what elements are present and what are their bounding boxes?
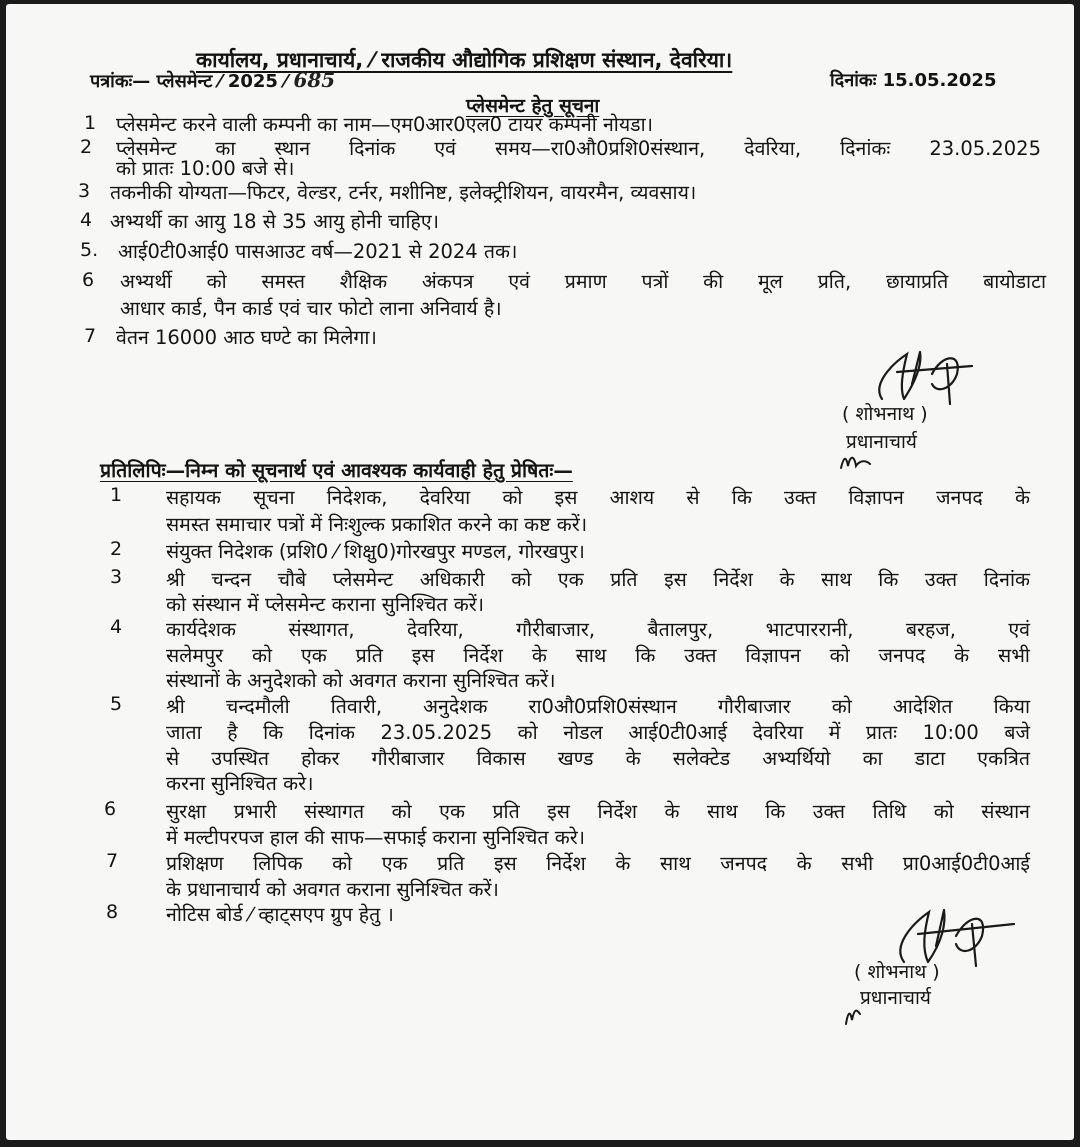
item-text: सुरक्षा प्रभारी संस्थागत को एक प्रति इस निर्देश के साथ कि उक्त तिथि को संस्थान bbox=[166, 800, 1030, 823]
item-number: 4 bbox=[80, 209, 93, 231]
notice-title: प्लेसमेन्ट हेतु सूचना bbox=[466, 95, 600, 117]
item-text: प्लेसमेन्ट का स्थान दिनांक एवं समय—रा0औ0प्रशि0संस्थान, देवरिया, दिनांकः 23.05.2025 bbox=[116, 137, 1041, 160]
item-number: 6 bbox=[82, 269, 95, 291]
reference-number bbox=[90, 68, 335, 93]
item-text: श्री चन्दमौली तिवारी, अनुदेशक रा0औ0प्रशि0संस्थान गौरीबाजार को आदेशित किया bbox=[166, 695, 1030, 718]
signatory-designation: प्रधानाचार्य bbox=[860, 987, 931, 1009]
office-title: कार्यालय, प्रधानाचार्य, ⁄ राजकीय औद्योगिक प्रशिक्षण संस्थान, देवरिया। bbox=[196, 48, 733, 72]
item-text: के प्रधानाचार्य को अवगत कराना सुनिश्चित करें। bbox=[166, 878, 499, 901]
item-text: प्रशिक्षण लिपिक को एक प्रति इस निर्देश के साथ जनपद के सभी प्रा0आई0टी0आई bbox=[166, 852, 1030, 875]
item-text: को प्रातः 10:00 बजे से। bbox=[116, 157, 295, 180]
item-number: 1 bbox=[110, 484, 123, 506]
item-text: को संस्थान में प्लेसमेन्ट कराना सुनिश्चित करें। bbox=[166, 593, 485, 616]
item-text: श्री चन्दन चौबे प्लेसमेन्ट अधिकारी को एक प्रति इस निर्देश के साथ कि उक्त दिनांक bbox=[166, 568, 1030, 591]
item-number: 3 bbox=[110, 566, 123, 588]
item-text: अभ्यर्थी का आयु 18 से 35 आयु होनी चाहिए। bbox=[110, 210, 440, 233]
item-text: करना सुनिश्चित करे। bbox=[166, 772, 314, 795]
item-text: संस्थानों के अनुदेशको को अवगत कराना सुनिश्चित करें। bbox=[166, 669, 556, 692]
item-text: अभ्यर्थी को समस्त शैक्षिक अंकपत्र एवं प्रमाण पत्रों की मूल प्रति, छायाप्रति बायोडाटा bbox=[120, 270, 1046, 293]
item-text: कार्यदेशक संस्थागत, देवरिया, गौरीबाजार, बैतालपुर, भाटपाररानी, बरहज, एवं bbox=[166, 618, 1030, 641]
item-text: तकनीकी योग्यता—फिटर, वेल्डर, टर्नर, मशीनिष्ट, इलेक्ट्रीशियन, वायरमैन, व्यवसाय। bbox=[110, 181, 697, 204]
item-number: 7 bbox=[106, 850, 119, 872]
signatory-name: ( शोभनाथ ) bbox=[842, 403, 928, 425]
item-text: आई0टी0आई0 पासआउट वर्ष—2021 से 2024 तक। bbox=[118, 240, 518, 263]
item-number: 2 bbox=[110, 538, 123, 560]
item-number: 2 bbox=[80, 136, 93, 158]
signature-block bbox=[836, 344, 1016, 474]
item-text: जाता है कि दिनांक 23.05.2025 को नोडल आई0टी0आई देवरिया में प्रातः 10:00 बजे bbox=[166, 721, 1030, 744]
item-text: संयुक्त निदेशक (प्रशि0 ⁄ शिक्षु0)गोरखपुर मण्डल, गोरखपुर। bbox=[166, 540, 585, 563]
item-number: 6 bbox=[104, 798, 117, 820]
copy-heading: प्रतिलिपिः—निम्न को सूचनार्थ एवं आवश्यक कार्यवाही हेतु प्रेषितः— bbox=[100, 459, 573, 482]
reference-label: पत्रांकः— प्लेसमेन्ट ⁄ 2025 ⁄ bbox=[90, 71, 288, 92]
item-number: 5. bbox=[80, 239, 99, 261]
initials-mark bbox=[836, 450, 876, 474]
item-text: समस्त समाचार पत्रों में निःशुल्क प्रकाशित करने का कष्ट करें। bbox=[166, 513, 588, 536]
initials-mark bbox=[838, 1000, 868, 1030]
item-text: सलेमपुर को एक प्रति इस निर्देश के साथ कि उक्त विज्ञापन को जनपद के सभी bbox=[166, 644, 1030, 667]
document-date: दिनांकः 15.05.2025 bbox=[830, 70, 997, 91]
item-text: से उपस्थित होकर गौरीबाजार विकास खण्ड के सलेक्टेड अभ्यर्थियो का डाटा एकत्रित bbox=[166, 747, 1030, 770]
item-text: में मल्टीपरपज हाल की साफ—सफाई कराना सुनिश्चित करे। bbox=[166, 826, 586, 849]
handwritten-reference-number: 685 bbox=[293, 68, 336, 92]
item-text: आधार कार्ड, पैन कार्ड एवं चार फोटो लाना अनिवार्य है। bbox=[120, 297, 502, 320]
item-number: 8 bbox=[106, 901, 119, 923]
item-text: प्लेसमेन्ट करने वाली कम्पनी का नाम—एम0आर0एल0 टायर कम्पनी नोयडा। bbox=[116, 113, 654, 136]
item-text: सहायक सूचना निदेशक, देवरिया को इस आशय से कि उक्त विज्ञापन जनपद के bbox=[166, 486, 1030, 509]
item-number: 7 bbox=[84, 325, 97, 347]
item-number: 4 bbox=[110, 616, 123, 638]
item-text: नोटिस बोर्ड ⁄ व्हाट्सएप ग्रुप हेतु । bbox=[166, 903, 394, 926]
signatory-designation: प्रधानाचार्य bbox=[846, 431, 917, 453]
signature-block bbox=[834, 904, 1034, 1034]
item-number: 1 bbox=[84, 112, 97, 134]
item-number: 5 bbox=[110, 693, 123, 715]
item-number: 3 bbox=[78, 180, 91, 202]
item-text: वेतन 16000 आठ घण्टे का मिलेगा। bbox=[116, 326, 377, 349]
signatory-name: ( शोभनाथ ) bbox=[854, 961, 940, 983]
notice-document bbox=[6, 4, 1074, 1140]
